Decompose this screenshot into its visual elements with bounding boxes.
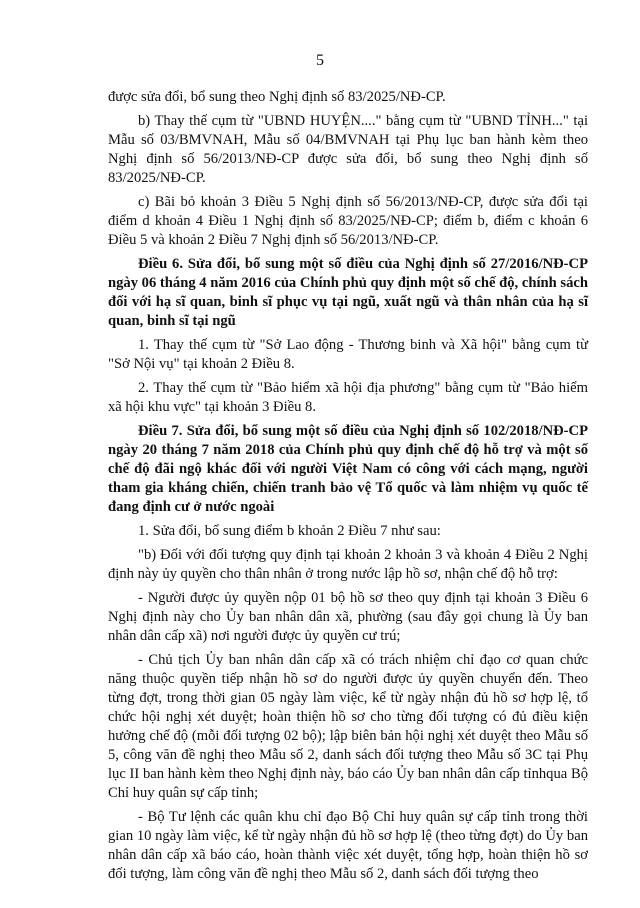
article-6-item-2: 2. Thay thế cụm từ "Bảo hiểm xã hội địa phương" bằng cụm từ "Bảo hiểm xã hội khu vực" tại khoản 3 Điều 8.: [108, 380, 588, 415]
article-7-point-b: "b) Đối với đối tượng quy định tại khoản 2 khoản 3 và khoản 4 Điều 2 Nghị định này ủy quyền cho thân nhân ở trong nước lập hồ sơ, nhận chế độ hỗ trợ:: [108, 547, 588, 582]
document-body: [108, 88, 588, 889]
bullet-commune-chairman: - Chủ tịch Ủy ban nhân dân cấp xã có trách nhiệm chỉ đạo cơ quan chức năng thuộc quyền tiếp nhận hồ sơ do người được ủy quyền chuyển đến. Theo từng đợt, trong thời gian 05 ngày làm việc, kể từ ngày nhận đủ hồ sơ hợp lệ, tổ chức hội nghị xét duyệt; hoàn thiện hồ sơ cho từng đối tượng có đủ điều kiện hưởng chế độ (mỗi đối tượng 02 bộ); lập biên bản hội nghị xét duyệt theo Mẫu số 5, công văn đề nghị theo Mẫu số 2, danh sách đối tượng theo Mẫu số 3C tại Phụ lục II ban hành kèm theo Nghị định này, báo cáo Ủy ban nhân dân cấp tỉnhqua Bộ Chỉ huy quân sự cấp tỉnh;: [108, 652, 588, 801]
clause-b: b) Thay thế cụm từ "UBND HUYỆN...." bằng cụm từ "UBND TỈNH..." tại Mẫu số 03/BMVNAH, Mẫu số 04/BMVNAH tại Phụ lục ban hành kèm theo Nghị định số 56/2013/NĐ-CP được sửa đổi, bổ sung theo Nghị định số 83/2025/NĐ-CP.: [108, 113, 588, 186]
bullet-military-command: - Bộ Tư lệnh các quân khu chỉ đạo Bộ Chỉ huy quân sự cấp tỉnh trong thời gian 10 ngày làm việc, kể từ ngày nhận đủ hồ sơ hợp lệ (theo từng đợt) do Ủy ban nhân dân cấp xã báo cáo, hoàn thành việc xét duyệt, tổng hợp, hoàn thiện hồ sơ đối tượng, làm công văn đề nghị theo Mẫu số 2, danh sách đối tượng theo: [108, 809, 588, 882]
article-7-heading: Điều 7. Sửa đổi, bổ sung một số điều của Nghị định số 102/2018/NĐ-CP ngày 20 tháng 7 năm 2018 của Chính phủ quy định chế độ hỗ trợ và một số chế độ đãi ngộ khác đối với người Việt Nam có công với cách mạng, người tham gia kháng chiến, chiến tranh bảo vệ Tổ quốc và làm nhiệm vụ quốc tế đang định cư ở nước ngoài: [108, 423, 588, 515]
article-6-heading: Điều 6. Sửa đổi, bổ sung một số điều của Nghị định số 27/2016/NĐ-CP ngày 06 tháng 4 năm 2016 của Chính phủ quy định một số chế độ, chính sách đối với hạ sĩ quan, binh sĩ phục vụ tại ngũ, xuất ngũ và thân nhân của hạ sĩ quan, binh sĩ tại ngũ: [108, 256, 588, 329]
page-number: 5: [316, 52, 324, 69]
article-6-item-1: 1. Thay thế cụm từ "Sở Lao động - Thương binh và Xã hội" bằng cụm từ "Sở Nội vụ" tại khoản 2 Điều 8.: [108, 337, 588, 372]
bullet-authorized-person: - Người được ủy quyền nộp 01 bộ hồ sơ theo quy định tại khoản 3 Điều 6 Nghị định này cho Ủy ban nhân dân xã, phường (sau đây gọi chung là Ủy ban nhân dân cấp xã) nơi người được ủy quyền cư trú;: [108, 590, 588, 644]
paragraph-continuation: được sửa đổi, bổ sung theo Nghị định số 83/2025/NĐ-CP.: [108, 89, 446, 105]
clause-c: c) Bãi bỏ khoản 3 Điều 5 Nghị định số 56/2013/NĐ-CP, được sửa đổi tại điểm d khoản 4 Điều 1 Nghị định số 83/2025/NĐ-CP; điểm b, điểm c khoản 6 Điều 5 và khoản 2 Điều 7 Nghị định số 56/2013/NĐ-CP.: [108, 194, 588, 248]
article-7-item-1: 1. Sửa đổi, bổ sung điểm b khoản 2 Điều 7 như sau:: [138, 523, 441, 539]
